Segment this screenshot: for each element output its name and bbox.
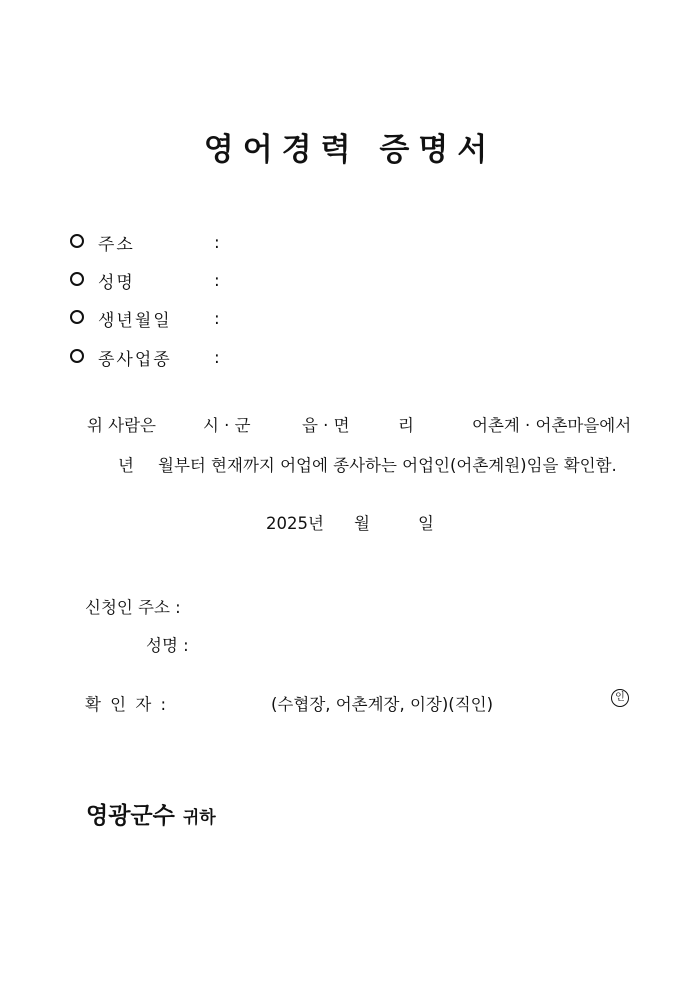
confirmer-label: 확 인 자 :: [85, 695, 169, 714]
circle-bullet-icon: [70, 272, 84, 286]
date-day: 일: [418, 514, 434, 533]
circle-bullet-icon: [70, 349, 84, 363]
confirmer-roles: (수협장, 어촌계장, 이장)(직인): [271, 695, 494, 714]
recipient-line: [86, 797, 216, 830]
circle-bullet-icon: [70, 234, 84, 248]
field-birthdate: [70, 306, 220, 332]
seal-icon: 인: [611, 689, 629, 707]
statement-village: 리: [398, 416, 414, 435]
statement-city: 시 · 군: [203, 416, 251, 435]
recipient-suffix: 귀하: [182, 808, 216, 828]
field-label: 주소: [98, 235, 135, 255]
statement-confirm: 월부터 현재까지 어업에 종사하는 어업인(어촌계원)임을 확인함.: [158, 456, 617, 475]
field-label: 생년월일: [98, 311, 172, 331]
date-month: 월: [354, 514, 370, 533]
field-label: 성명: [98, 273, 135, 293]
field-colon: :: [214, 270, 220, 291]
field-name: [70, 268, 220, 294]
field-occupation: [70, 345, 220, 371]
statement-fishery: 어촌계 · 어촌마을에서: [472, 416, 632, 435]
field-colon: :: [214, 347, 220, 368]
applicant-name-label: 성명 :: [146, 636, 189, 655]
field-label: 종사업종: [98, 350, 172, 370]
date-year: 2025년: [266, 514, 324, 533]
statement-year: 년: [118, 456, 134, 475]
document-title: 영어경력 증명서: [203, 132, 497, 168]
circle-bullet-icon: [70, 310, 84, 324]
applicant-address-label: 신청인 주소 :: [85, 598, 181, 617]
field-address: [70, 230, 220, 256]
field-colon: :: [214, 232, 220, 253]
statement-town: 읍 · 면: [302, 416, 350, 435]
field-colon: :: [214, 308, 220, 329]
recipient-name: 영광군수: [86, 803, 175, 829]
statement-subject: 위 사람은: [87, 416, 157, 435]
